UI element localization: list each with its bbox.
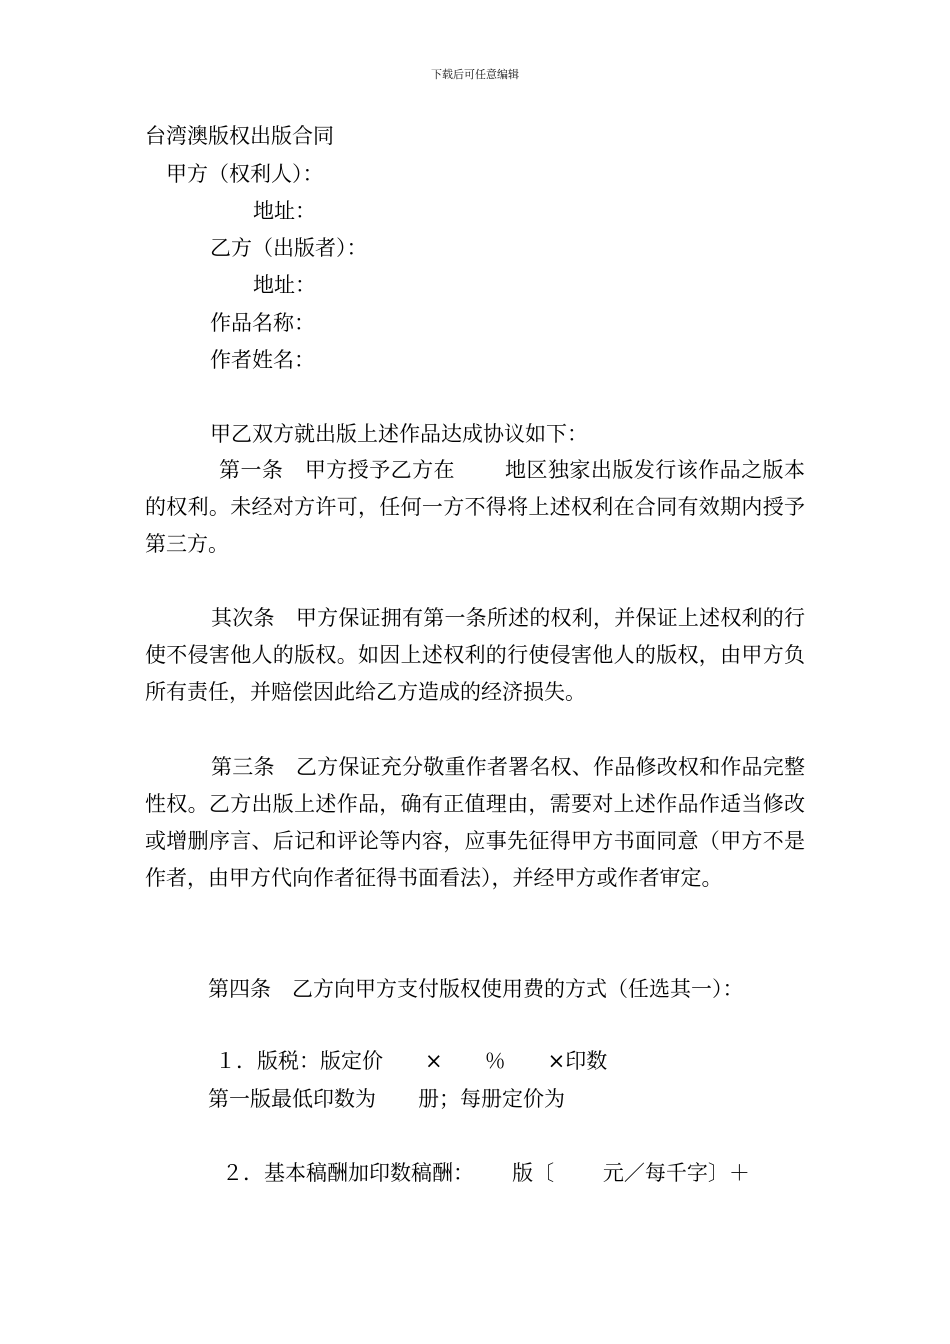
article-3: 第三条 乙方保证充分敬重作者署名权、作品修改权和作品完整性权。乙方出版上述作品，确有正值理由，需要对上述作品作适当修改或增删序言、后记和评论等内容，应事先征得甲方书面同意（甲方不是作者，由甲方代向作者征得书面看法），并经甲方或作者审定。 — [145, 755, 805, 890]
author-name-label: 作者姓名： — [210, 348, 315, 372]
party-a-label: 甲方（权利人）： — [166, 162, 324, 186]
option-1-royalty: １．版税：版定价 × ％ ×印数 — [215, 1049, 608, 1073]
article-2: 其次条 甲方保证拥有第一条所述的权利，并保证上述权利的行使不侵害他人的版权。如因上述权利的行使侵害他人的版权，由甲方负所有责任，并赔偿因此给乙方造成的经济损失。 — [145, 606, 805, 704]
article-1: 第一条 甲方授予乙方在 地区独家出版发行该作品之版本的权利。未经对方许可，任何一方不得将上述权利在合同有效期内授予第三方。 — [145, 458, 805, 556]
party-b-address-label: 地址： — [253, 273, 316, 297]
option-2-basic-fee: ２．基本稿酬加印数稿酬： 版〔 元／每千字〕＋ — [222, 1161, 750, 1185]
page-header-note: 下载后可任意编辑 — [431, 68, 519, 81]
option-1-details: 第一版最低印数为 册；每册定价为 — [208, 1087, 565, 1111]
party-b-label: 乙方（出版者）： — [210, 236, 368, 260]
work-title-label: 作品名称： — [210, 311, 315, 335]
document-title: 台湾澳版权出版合同 — [145, 124, 334, 148]
agreement-intro: 甲乙双方就出版上述作品达成协议如下： — [210, 422, 588, 446]
article-4: 第四条 乙方向甲方支付版权使用费的方式（任选其一）： — [208, 977, 744, 1001]
party-a-address-label: 地址： — [253, 199, 316, 223]
